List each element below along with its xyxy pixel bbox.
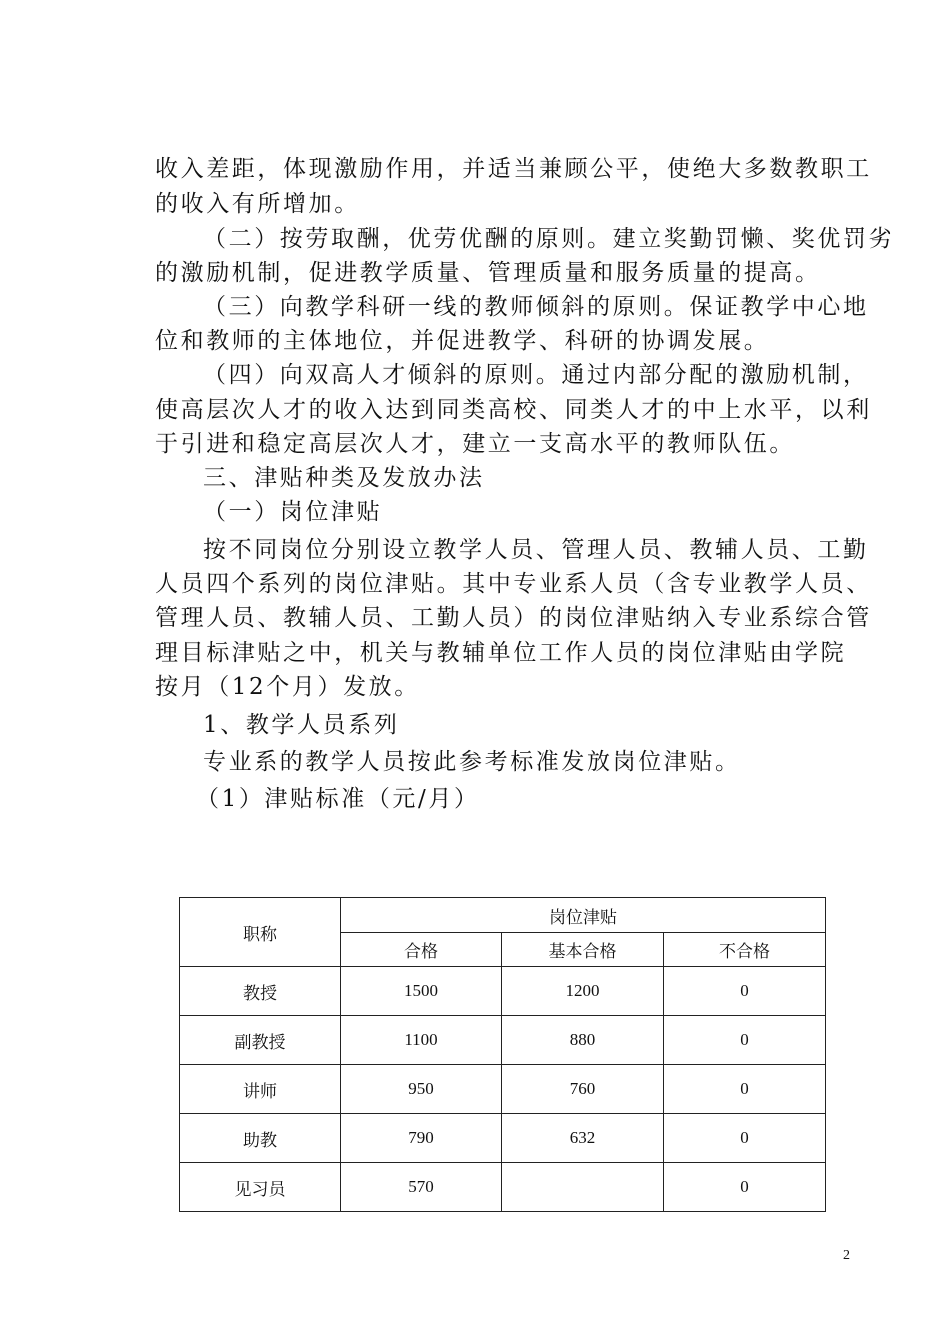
row-title-cell: 助教 bbox=[180, 1114, 341, 1163]
body-text-line: 的收入有所增加。 bbox=[155, 191, 360, 217]
header-cell-group: 岗位津贴 bbox=[341, 898, 826, 933]
section-heading: 三、津贴种类及发放办法 bbox=[203, 465, 485, 491]
value-cell: 0 bbox=[664, 967, 826, 1016]
page-number: 2 bbox=[843, 1248, 850, 1263]
subsection-heading: （一）岗位津贴 bbox=[203, 499, 383, 525]
body-text-line: 理目标津贴之中，机关与教辅单位工作人员的岗位津贴由学院 bbox=[155, 640, 847, 666]
row-title-cell: 讲师 bbox=[180, 1065, 341, 1114]
value-cell: 950 bbox=[341, 1065, 502, 1114]
value-cell: 1200 bbox=[502, 967, 664, 1016]
value-cell: 570 bbox=[341, 1163, 502, 1212]
value-cell: 760 bbox=[502, 1065, 664, 1114]
body-text-line: 的激励机制，促进教学质量、管理质量和服务质量的提高。 bbox=[155, 260, 821, 286]
value-cell: 790 bbox=[341, 1114, 502, 1163]
body-text-line: （三）向教学科研一线的教师倾斜的原则。保证教学中心地 bbox=[203, 294, 869, 320]
body-text-line: （四）向双高人才倾斜的原则。通过内部分配的激励机制， bbox=[203, 362, 869, 388]
body-text-line: 位和教师的主体地位，并促进教学、科研的协调发展。 bbox=[155, 328, 770, 354]
body-text-line: 专业系的教学人员按此参考标准发放岗位津贴。 bbox=[203, 749, 741, 775]
table-row bbox=[180, 967, 826, 1016]
item-heading: 1、教学人员系列 bbox=[203, 712, 400, 738]
table-row bbox=[180, 1114, 826, 1163]
subheader-cell: 基本合格 bbox=[502, 933, 664, 967]
body-text-line: 人员四个系列的岗位津贴。其中专业系人员（含专业教学人员、 bbox=[155, 571, 872, 597]
body-text-line: 管理人员、教辅人员、工勤人员）的岗位津贴纳入专业系综合管 bbox=[155, 605, 872, 631]
table-header-row bbox=[180, 898, 826, 933]
body-text-line: 收入差距，体现激励作用，并适当兼顾公平，使绝大多数教职工 bbox=[155, 156, 872, 182]
table-row bbox=[180, 1065, 826, 1114]
value-cell: 880 bbox=[502, 1016, 664, 1065]
value-cell: 1500 bbox=[341, 967, 502, 1016]
row-title-cell: 教授 bbox=[180, 967, 341, 1016]
value-cell: 632 bbox=[502, 1114, 664, 1163]
subheader-cell: 不合格 bbox=[664, 933, 826, 967]
header-cell-title: 职称 bbox=[180, 898, 341, 967]
table-row bbox=[180, 1163, 826, 1212]
row-title-cell: 副教授 bbox=[180, 1016, 341, 1065]
allowance-table bbox=[179, 897, 826, 1212]
allowance-table-container bbox=[179, 897, 825, 1212]
body-text-line: 于引进和稳定高层次人才，建立一支高水平的教师队伍。 bbox=[155, 431, 795, 457]
body-text-line: 使高层次人才的收入达到同类高校、同类人才的中上水平，以利 bbox=[155, 397, 872, 423]
value-cell: 1100 bbox=[341, 1016, 502, 1065]
body-text-line: 按月（12个月）发放。 bbox=[155, 674, 420, 700]
row-title-cell: 见习员 bbox=[180, 1163, 341, 1212]
value-cell: 0 bbox=[664, 1163, 826, 1212]
value-cell: 0 bbox=[664, 1065, 826, 1114]
body-text-line: （二）按劳取酬，优劳优酬的原则。建立奖勤罚懒、奖优罚劣 bbox=[203, 226, 895, 252]
subheader-cell: 合格 bbox=[341, 933, 502, 967]
value-cell: 0 bbox=[664, 1016, 826, 1065]
table-caption: （1）津贴标准（元/月） bbox=[196, 786, 480, 812]
value-cell bbox=[502, 1163, 664, 1212]
value-cell: 0 bbox=[664, 1114, 826, 1163]
table-row bbox=[180, 1016, 826, 1065]
body-text-line: 按不同岗位分别设立教学人员、管理人员、教辅人员、工勤 bbox=[203, 537, 869, 563]
